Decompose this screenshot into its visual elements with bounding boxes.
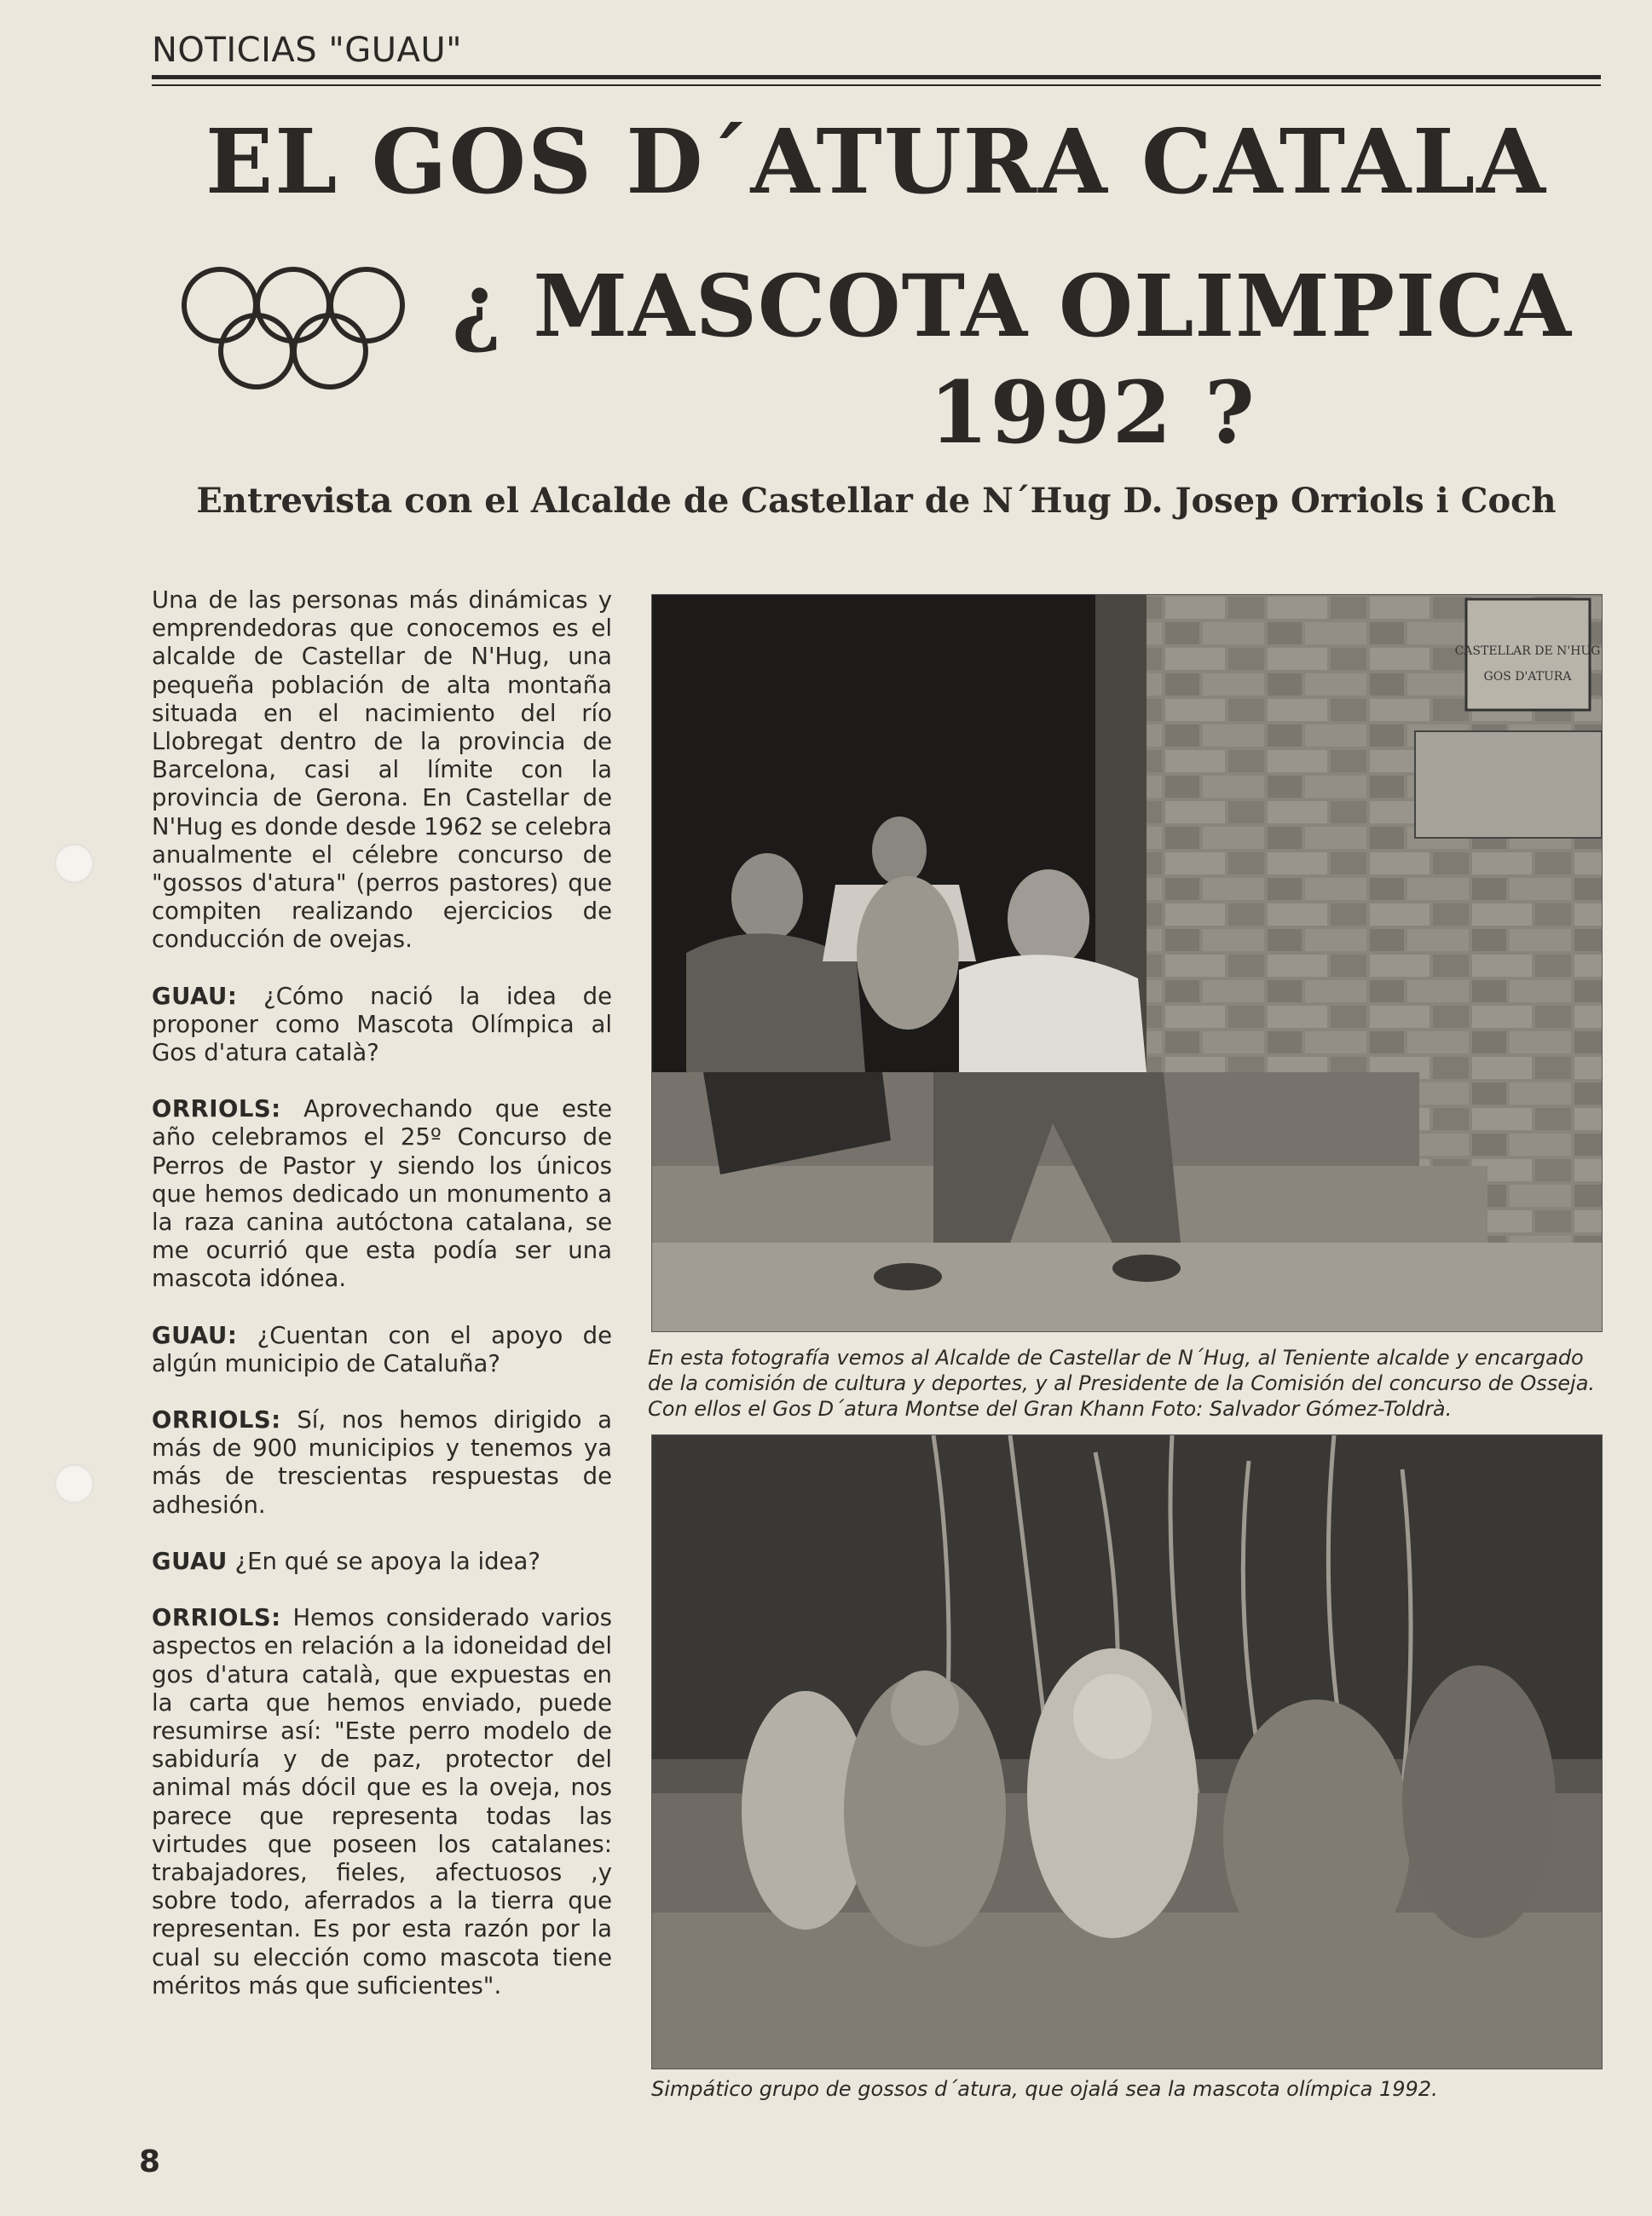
section-label: NOTICIAS "GUAU" — [152, 31, 463, 70]
photo-mayor-caption: En esta fotografía vemos al Alcalde de Castellar de N´Hug, al Teniente alcalde y encargado de la comisión de cultura y deportes, y al Presidente de la Comisión del concurso de Osseja. Con ellos el Gos D´atura Montse del Gran Khann Foto: Salvador Gómez-Toldrà. — [648, 1346, 1596, 1421]
punch-hole-top — [55, 844, 94, 883]
qa-speaker: GUAU: — [152, 1321, 238, 1349]
header-rule-thin — [152, 84, 1601, 86]
qa-speaker: ORRIOLS: — [152, 1406, 281, 1434]
plaque-text-line2: GOS D'ATURA — [1483, 670, 1572, 684]
headline-subtitle-line1: ¿ MASCOTA OLIMPICA — [452, 256, 1572, 356]
page-number: 8 — [139, 2144, 161, 2179]
qa-paragraph — [152, 1604, 612, 2000]
plaque-text-line1: CASTELLAR DE N'HUG — [1454, 644, 1601, 658]
photo-dogs-image — [652, 1435, 1602, 2069]
qa-text: ¿Cómo nació la idea de proponer como Mascota Olímpica al Gos d'atura català? — [152, 982, 612, 1067]
qa-speaker: ORRIOLS: — [152, 1604, 281, 1632]
photo-mayor-group-image — [652, 595, 1602, 1331]
photo-dogs-caption: Simpático grupo de gossos d´atura, que ojalá sea la mascota olímpica 1992. — [651, 2077, 1438, 2101]
olympic-rings-icon — [179, 263, 407, 395]
qa-text: Aprovechando que este año celebramos el 25º Concurso de Perros de Pastor y siendo los únicos que hemos dedicado un monumento a la raza canina autóctona catalana, se me ocurrió que esta podía ser una mascota idónea. — [152, 1095, 612, 1293]
photo-mayor-group — [651, 594, 1603, 1332]
header-rule — [152, 75, 1601, 79]
qa-paragraph — [152, 1548, 612, 1576]
photo-dogs-group — [651, 1434, 1603, 2069]
qa-speaker: ORRIOLS: — [152, 1095, 281, 1123]
qa-text: ¿Cuentan con el apoyo de algún municipio de Cataluña? — [152, 1321, 612, 1377]
qa-text: Sí, nos hemos dirigido a más de 900 municipios y tenemos ya más de trescientas respuestas de adhesión. — [152, 1406, 612, 1519]
interview-deck: Entrevista con el Alcalde de Castellar de N´Hug D. Josep Orriols i Coch — [196, 481, 1557, 521]
article-intro: Una de las personas más dinámicas y emprendedoras que conocemos es el alcalde de Castellar de N'Hug, una pequeña población de alta montaña situada en el nacimiento del río Llobregat dentro de la provincia de Barcelona, casi al límite con la provincia de Gerona. En Castellar de N'Hug es donde desde 1962 se celebra anualmente el célebre concurso de "gossos d'atura" (perros pastores) que compiten realizando ejercicios de conducción de ovejas. — [152, 586, 612, 954]
qa-paragraph — [152, 983, 612, 1068]
qa-text: ¿En qué se apoya la idea? — [234, 1547, 540, 1575]
article-body — [152, 586, 612, 2028]
qa-paragraph — [152, 1406, 612, 1520]
punch-hole-bottom — [55, 1464, 94, 1503]
qa-speaker: GUAU: — [152, 982, 238, 1010]
qa-speaker: GUAU — [152, 1547, 228, 1575]
headline-subtitle-line2: 1992 ? — [929, 362, 1256, 463]
headline-title: EL GOS D´ATURA CATALA — [205, 109, 1547, 214]
qa-text: Hemos considerado varios aspectos en relación a la idoneidad del gos d'atura català, que expuestas en la carta que hemos enviado, puede resumirse así: "Este perro modelo de sabiduría y de paz, protector del animal más dócil que es la oveja, nos parece que representa todas las virtudes que poseen los catalanes: trabajadores, fieles, afectuosos ,y sobre todo, aferrados a la tierra que representan. Es por esta razón por la cual su elección como mascota tiene méritos más que suficientes". — [152, 1604, 613, 2000]
qa-paragraph — [152, 1095, 612, 1293]
qa-paragraph — [152, 1322, 612, 1378]
